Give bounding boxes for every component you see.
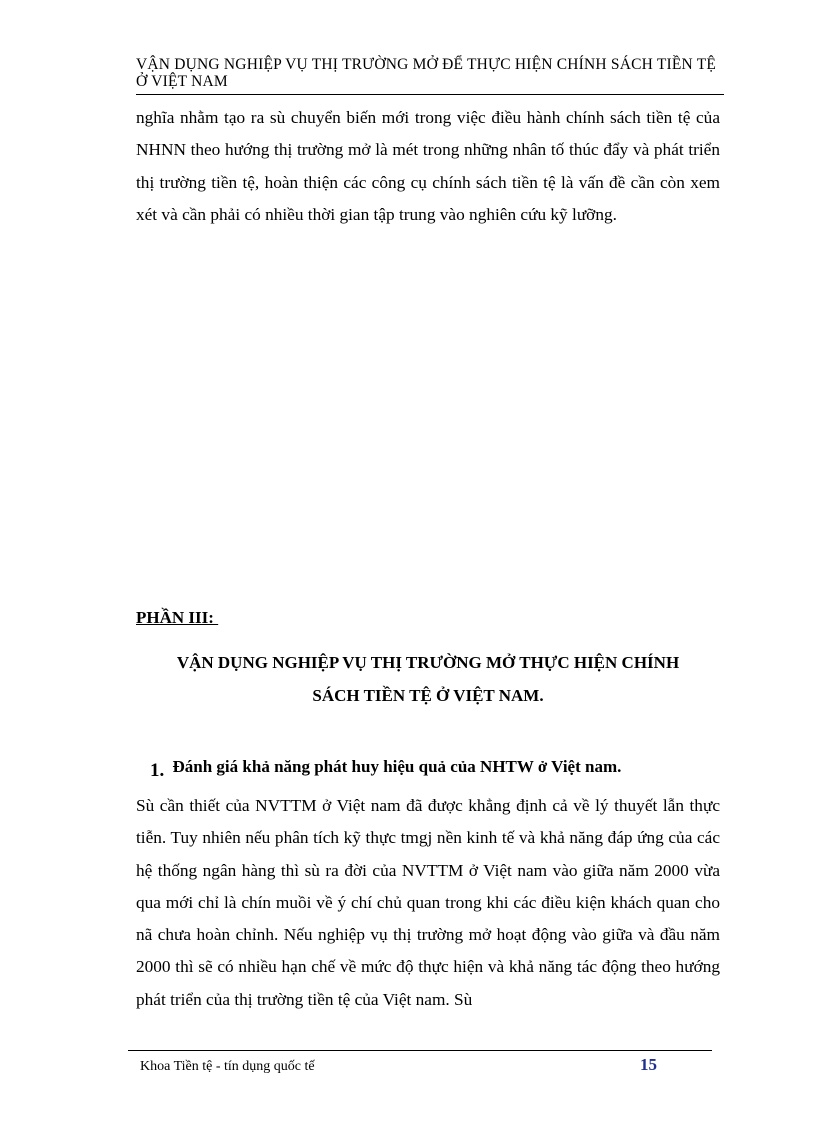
heading-text: Đánh giá khả năng phát huy hiệu quả của NHTW ở Việt nam. xyxy=(172,757,622,776)
section-title-line-2: SÁCH TIỀN TỆ Ở VIỆT NAM. xyxy=(312,686,544,705)
footer-text: Khoa Tiền tệ - tín dụng quốc tế xyxy=(140,1059,315,1074)
intro-paragraph: nghĩa nhằm tạo ra sù chuyển biến mới trong việc điều hành chính sách tiền tệ của NHNN theo hướng thị trường mở là mét trong những nhân tố thúc đẩy và phát triển thị trường tiền tệ, hoàn thiện các công cụ chính sách tiền tệ là vấn đề cần còn xem xét và cần phải có nhiều thời gian tập trung vào nghiên cứu kỹ lưỡng. xyxy=(136,108,720,224)
header-title: VẬN DỤNG NGHIỆP VỤ THỊ TRƯỜNG MỞ ĐỂ THỰC HIỆN CHÍNH SÁCH TIỀN TỆ Ở VIỆT NAM xyxy=(136,56,717,90)
subsection-heading xyxy=(150,756,622,781)
section-label: PHẦN III: xyxy=(136,608,219,627)
section-title-line-1: VẬN DỤNG NGHIỆP VỤ THỊ TRƯỜNG MỞ THỰC HIỆN CHÍNH xyxy=(176,653,680,672)
heading-number: 1. xyxy=(150,760,165,781)
section-title xyxy=(136,646,720,712)
body-paragraph: Sù cần thiết của NVTTM ở Việt nam đã được khẳng định cả về lý thuyết lẫn thực tiễn. Tuy nhiên nếu phân tích kỹ thực tmgj nền kinh tế và khả năng đáp ứng của các hệ thống ngân hàng thì sù ra đời của NVTTM ở Việt nam vào giữa năm 2000 vừa qua mới chỉ là chín muồi về ý chí chủ quan trong khi các điều kiện khách quan cho nã chưa hoàn chỉnh. Nếu nghiệp vụ thị trường mở hoạt động vào giữa và đầu năm 2000 thì sẽ có nhiều hạn chế về mức độ thực hiện và khả năng tác động theo hướng phát triển của thị trường tiền tệ của Việt nam. Sù xyxy=(136,796,720,1009)
page-header xyxy=(136,56,724,95)
page-number: 15 xyxy=(640,1055,657,1074)
page-footer xyxy=(128,1050,712,1081)
